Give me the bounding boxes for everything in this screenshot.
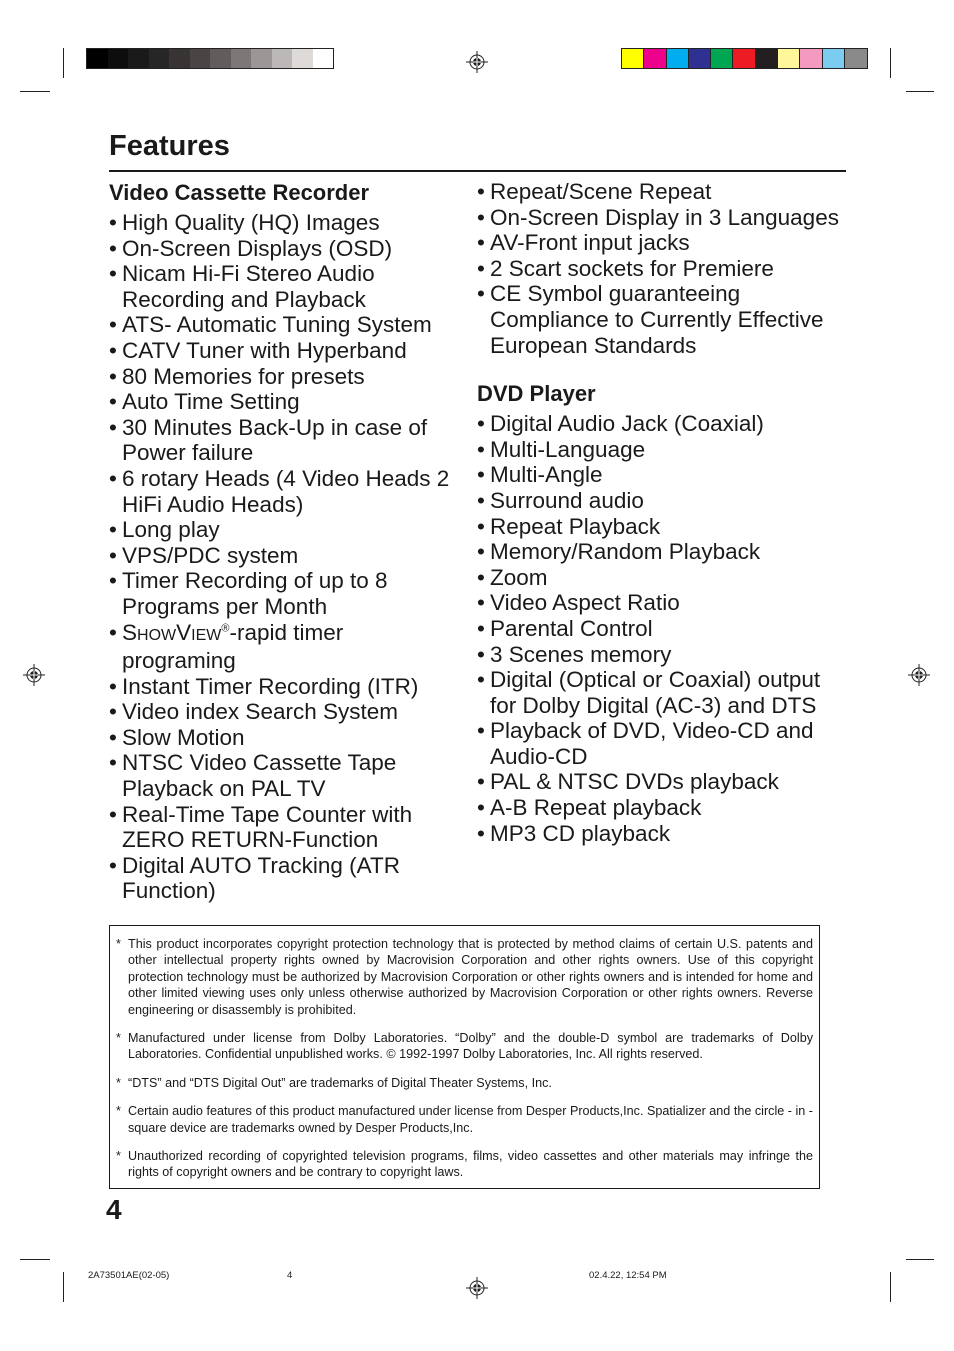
gray-swatch <box>231 49 252 68</box>
list-item: • Slow Motion <box>109 725 459 751</box>
title-rule <box>109 170 846 172</box>
showview-s: S <box>122 619 138 645</box>
vcr-feature-list-continued <box>477 179 847 358</box>
right-features-column <box>477 179 847 846</box>
list-item: • CATV Tuner with Hyperband <box>109 338 459 364</box>
list-item: • On-Screen Displays (OSD) <box>109 236 459 262</box>
list-item: • Digital (Optical or Coaxial) output for Dolby Digital (AC-3) and DTS <box>477 667 847 718</box>
list-item: • Video Aspect Ratio <box>477 590 847 616</box>
asterisk: * <box>116 937 121 951</box>
list-item: • Memory/Random Playback <box>477 539 847 565</box>
crop-mark <box>20 91 50 92</box>
crop-mark <box>890 48 891 78</box>
registration-mark-icon <box>23 664 45 686</box>
legal-note <box>116 1103 813 1136</box>
list-item: • 30 Minutes Back-Up in case of Power failure <box>109 415 459 466</box>
showview-how: HOW <box>137 626 177 644</box>
legal-notes-box <box>109 925 820 1189</box>
color-swatch <box>756 49 778 68</box>
showview-rest: -rapid timer programing <box>122 619 344 674</box>
gray-swatch <box>169 49 190 68</box>
gray-swatch <box>313 49 334 68</box>
color-swatch <box>689 49 711 68</box>
crop-mark <box>906 91 934 92</box>
asterisk: * <box>116 1075 121 1090</box>
list-item: • Auto Time Setting <box>109 389 459 415</box>
list-item-showview <box>109 620 459 674</box>
list-item: • Video index Search System <box>109 699 459 725</box>
list-item: • AV-Front input jacks <box>477 230 847 256</box>
showview-v: V <box>176 619 192 645</box>
legal-note-text: Unauthorized recording of copyrighted television programs, films, video cassettes and other materials may infringe the rights of copyright owners and be contrary to copyright laws. <box>128 1149 813 1180</box>
showview-iew: IEW <box>191 626 222 644</box>
gray-swatch <box>87 49 108 68</box>
page-number: 4 <box>106 1194 122 1225</box>
list-item: • PAL & NTSC DVDs playback <box>477 769 847 795</box>
registration-mark-icon <box>908 664 930 686</box>
registration-mark-icon <box>466 1277 488 1299</box>
list-item: • ATS- Automatic Tuning System <box>109 312 459 338</box>
registered-mark: ® <box>221 622 230 634</box>
crop-mark <box>890 1272 891 1302</box>
footer-code: 2A73501AE(02-05) <box>88 1270 170 1281</box>
list-item: • Instant Timer Recording (ITR) <box>109 674 459 700</box>
list-item: • Surround audio <box>477 488 847 514</box>
page-title: Features <box>109 130 230 162</box>
color-swatch <box>823 49 845 68</box>
list-item: • Nicam Hi-Fi Stereo Audio Recording and Playback <box>109 261 459 312</box>
list-item: • VPS/PDC system <box>109 543 459 569</box>
gray-swatch <box>251 49 272 68</box>
color-swatch <box>800 49 822 68</box>
dvd-feature-list <box>477 411 847 846</box>
list-item: • NTSC Video Cassette Tape Playback on PAL TV <box>109 750 459 801</box>
list-item: • Playback of DVD, Video-CD and Audio-CD <box>477 718 847 769</box>
color-swatch <box>644 49 666 68</box>
legal-note-text: This product incorporates copyright protection technology that is protected by method claims of certain U.S. patents and other intellectual property rights owned by Macrovision Corporation and other rights owners. Use of this copyright protection technology must be authorized by Macrovision Corporation or other rights owners and is intended for home and other limited viewing uses only unless otherwise authorized by Macrovision Corporation or other rights owners. Reverse engineering or disassembly is prohibited. <box>128 937 813 1017</box>
vcr-heading: Video Cassette Recorder <box>109 180 370 205</box>
registration-mark-icon <box>466 51 488 73</box>
legal-note-text: “DTS” and “DTS Digital Out” are trademarks of Digital Theater Systems, Inc. <box>128 1075 552 1090</box>
legal-note <box>116 936 813 1018</box>
asterisk: * <box>116 1104 121 1119</box>
crop-mark <box>906 1259 934 1260</box>
list-item: • 6 rotary Heads (4 Video Heads 2 HiFi Audio Heads) <box>109 466 459 517</box>
list-item: • Parental Control <box>477 616 847 642</box>
asterisk: * <box>116 1031 121 1046</box>
list-item: • CE Symbol guaranteeing Compliance to Currently Effective European Standards <box>477 281 847 358</box>
vcr-feature-list <box>109 210 459 904</box>
color-swatch <box>711 49 733 68</box>
list-item: • Timer Recording of up to 8 Programs per Month <box>109 568 459 619</box>
legal-note <box>116 1075 813 1091</box>
gray-swatch <box>149 49 170 68</box>
list-item: • Digital Audio Jack (Coaxial) <box>477 411 847 437</box>
list-item: • Digital AUTO Tracking (ATR Function) <box>109 853 459 904</box>
list-item: • High Quality (HQ) Images <box>109 210 459 236</box>
list-item: • Zoom <box>477 565 847 591</box>
list-item: • Multi-Angle <box>477 462 847 488</box>
color-swatch <box>622 49 644 68</box>
list-item: • MP3 CD playback <box>477 821 847 847</box>
gray-swatch <box>128 49 149 68</box>
color-calibration-bar <box>621 48 868 69</box>
color-swatch <box>667 49 689 68</box>
list-item: • Real-Time Tape Counter with ZERO RETURN-Function <box>109 802 459 853</box>
legal-note-text: Manufactured under license from Dolby Laboratories. “Dolby” and the double-D symbol are trademarks of Dolby Laboratories. Confidential unpublished works. © 1992-1997 Dolby Laboratories, Inc. All rights reserved. <box>128 1031 813 1062</box>
list-item: • 3 Scenes memory <box>477 642 847 668</box>
crop-mark <box>20 1259 50 1260</box>
legal-note-text: Certain audio features of this product manufactured under license from Desper Products,Inc. Spatializer and the circle - in - square device are trademarks owned by Desper Products,Inc. <box>128 1104 813 1135</box>
asterisk: * <box>116 1149 121 1164</box>
list-item: • Long play <box>109 517 459 543</box>
vcr-features-column <box>109 179 459 904</box>
color-swatch <box>733 49 755 68</box>
list-item: • Repeat/Scene Repeat <box>477 179 847 205</box>
footer-timestamp: 02.4.22, 12:54 PM <box>589 1270 667 1281</box>
crop-mark <box>63 48 64 78</box>
legal-note <box>116 1148 813 1181</box>
list-item: • A-B Repeat playback <box>477 795 847 821</box>
gray-swatch <box>210 49 231 68</box>
crop-mark <box>63 1272 64 1302</box>
gray-swatch <box>108 49 129 68</box>
list-item: • Multi-Language <box>477 437 847 463</box>
color-swatch <box>778 49 800 68</box>
color-swatch <box>845 49 867 68</box>
legal-note <box>116 1030 813 1063</box>
dvd-heading: DVD Player <box>477 381 596 407</box>
gray-swatch <box>272 49 293 68</box>
gray-scale-bar <box>86 48 334 69</box>
footer-page: 4 <box>287 1270 293 1281</box>
list-item: • 80 Memories for presets <box>109 364 459 390</box>
gray-swatch <box>292 49 313 68</box>
list-item: • 2 Scart sockets for Premiere <box>477 256 847 282</box>
list-item: • On-Screen Display in 3 Languages <box>477 205 847 231</box>
list-item: • Repeat Playback <box>477 514 847 540</box>
gray-swatch <box>190 49 211 68</box>
